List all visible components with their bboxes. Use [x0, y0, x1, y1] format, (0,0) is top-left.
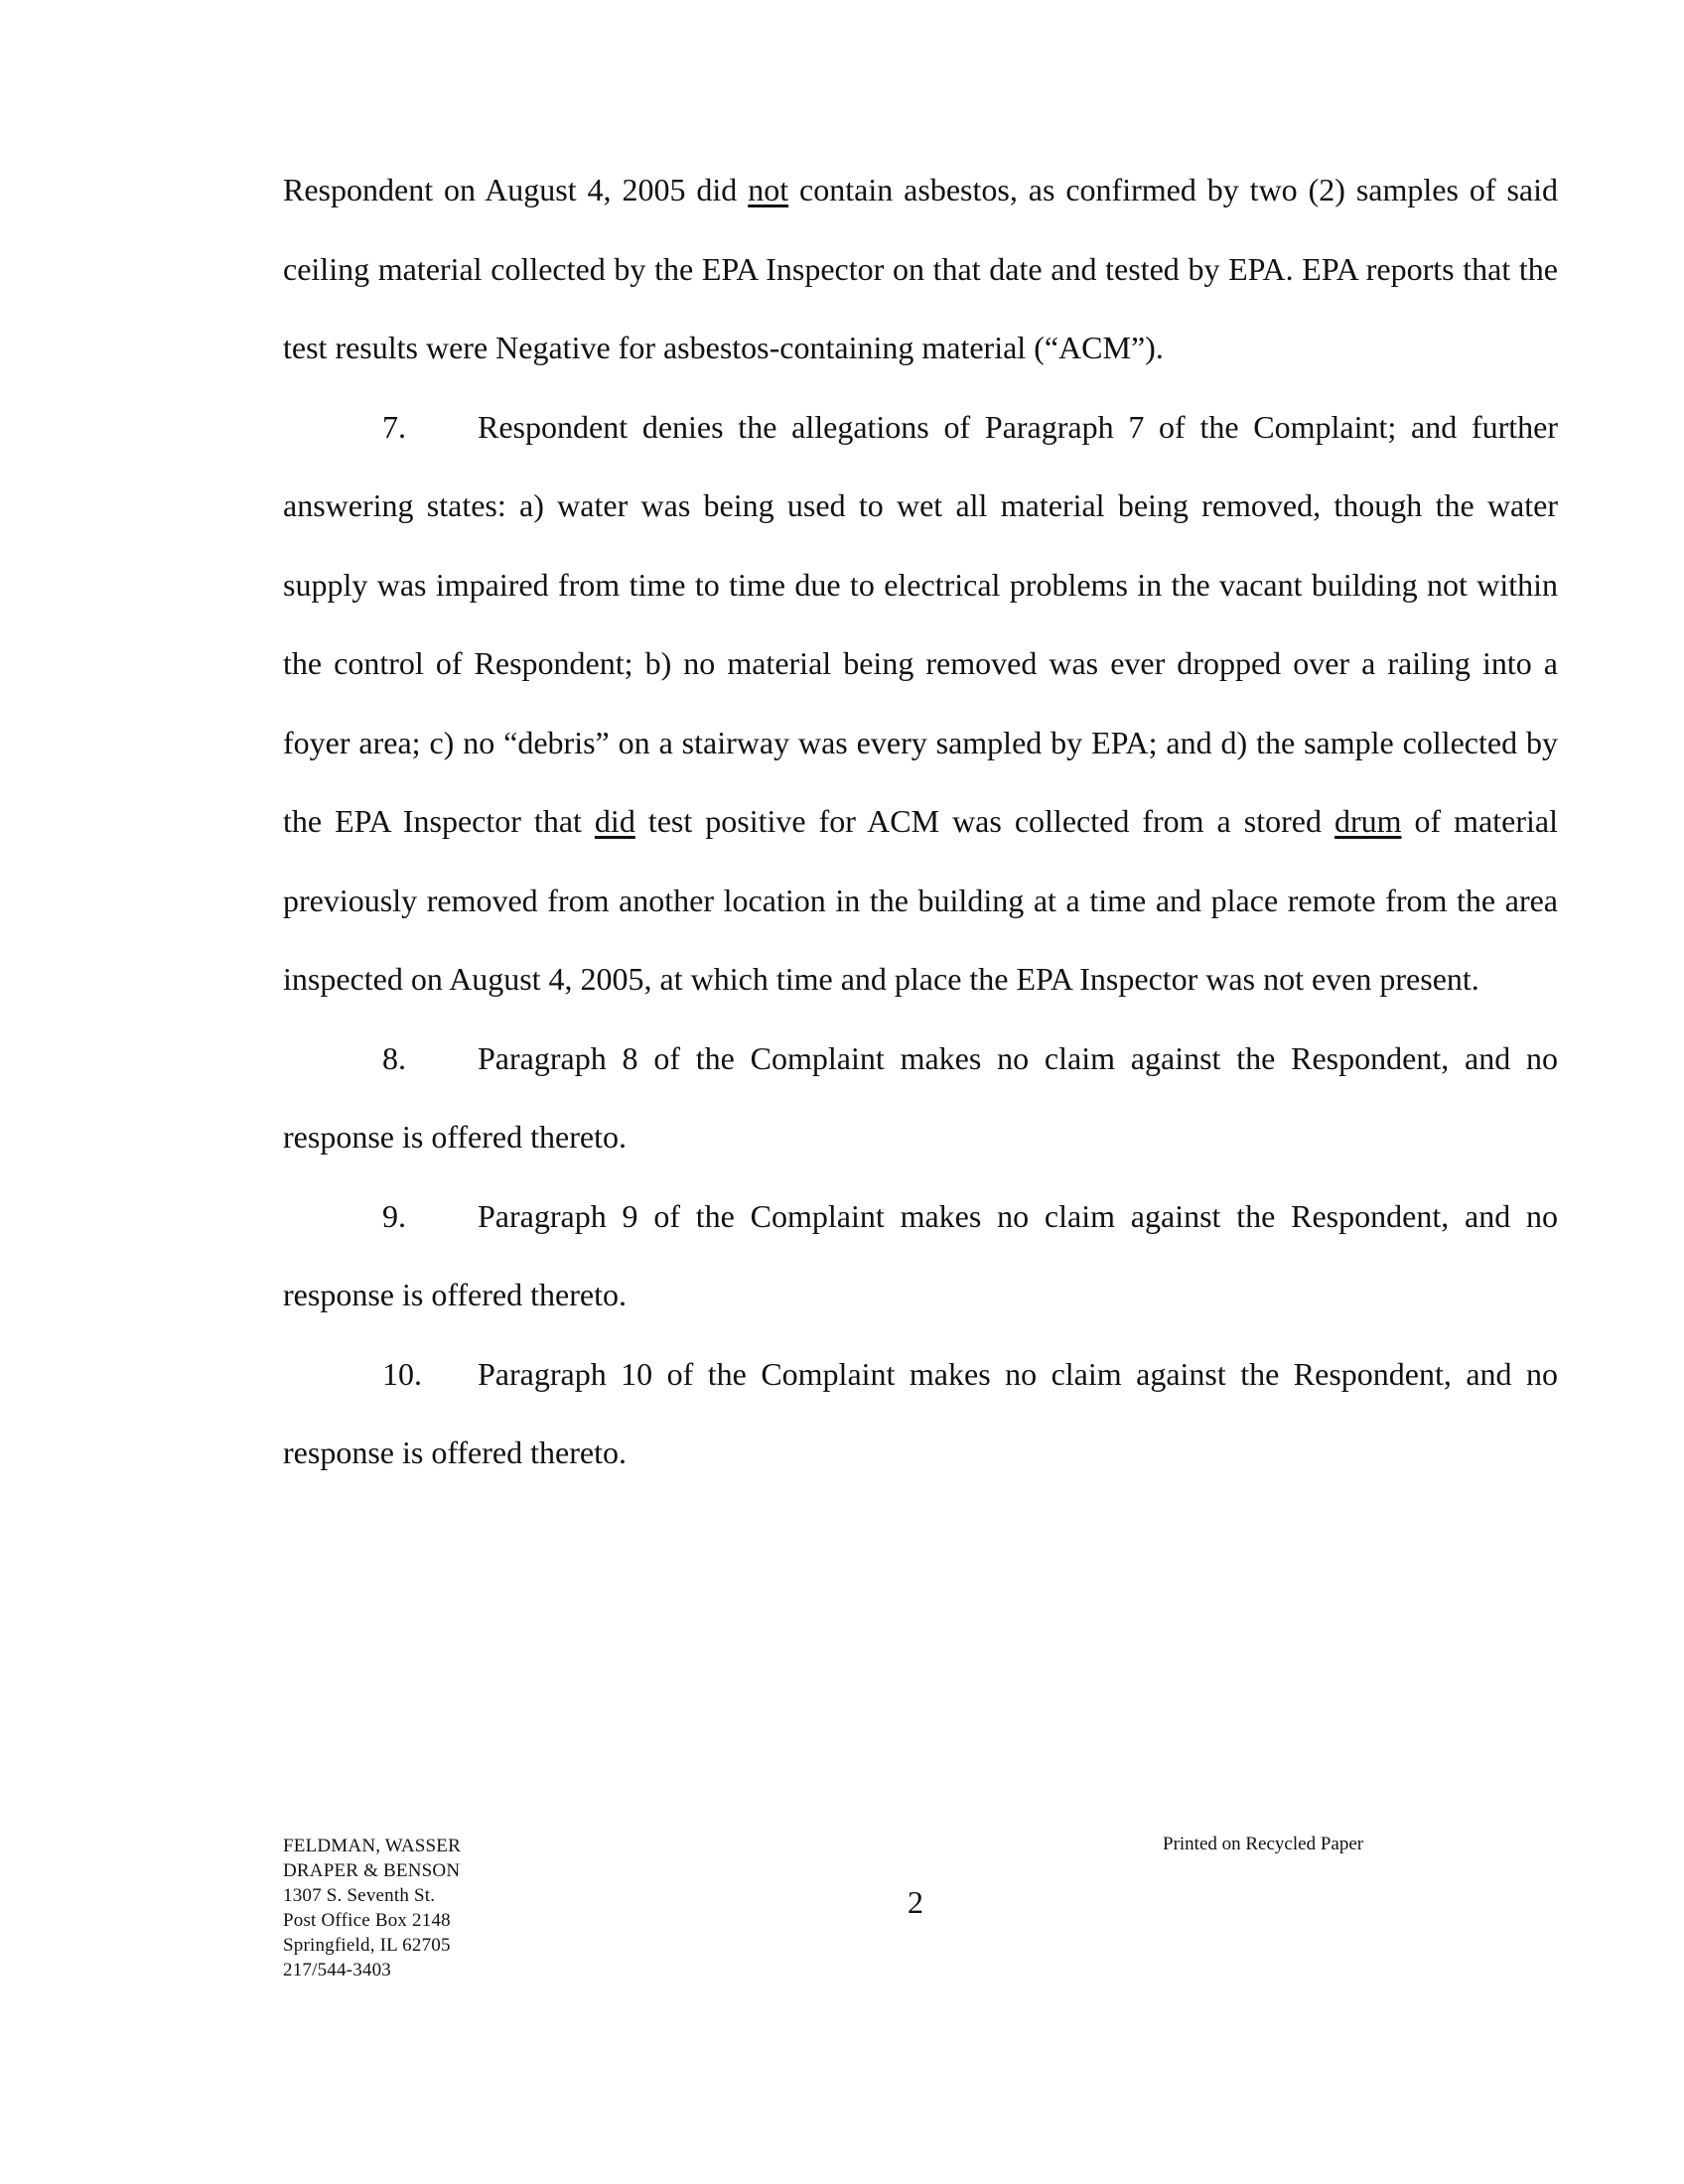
law-firm-address	[283, 1834, 461, 1982]
paragraph-8	[283, 1020, 1558, 1177]
paragraph-9	[283, 1177, 1558, 1335]
text-run: Paragraph 9 of the Complaint makes no claim against the Respondent, and no response is offered thereto.	[283, 1197, 1558, 1312]
paragraph-number: 8.	[382, 1039, 406, 1076]
underlined-word: did	[594, 803, 635, 839]
paragraph-number: 10.	[382, 1355, 422, 1392]
text-run: test positive for ACM was collected from a stored	[634, 803, 1334, 839]
firm-line: Post Office Box 2148	[283, 1910, 451, 1931]
text-run: Paragraph 10 of the Complaint makes no claim against the Respondent, and no response is offered thereto.	[283, 1355, 1558, 1470]
firm-line: 1307 S. Seventh St.	[283, 1885, 436, 1906]
firm-line: DRAPER & BENSON	[283, 1860, 461, 1881]
page-number: 2	[908, 1884, 923, 1920]
underlined-word: drum	[1333, 803, 1402, 839]
paragraph-6-continued	[283, 151, 1558, 388]
paragraph-number: 7.	[382, 408, 406, 445]
text-run: Paragraph 8 of the Complaint makes no claim against the Respondent, and no response is offered thereto.	[283, 1039, 1558, 1155]
text-run: Respondent on August 4, 2005 did	[283, 172, 749, 207]
underlined-word: not	[748, 172, 789, 207]
firm-line: 217/544-3403	[283, 1960, 392, 1980]
firm-line: Springfield, IL 62705	[283, 1935, 451, 1956]
text-run: of material previously removed from another location in the building at a time and place remote from the area inspected on August 4, 2005, at which time and place the EPA Inspector was not even present.	[283, 803, 1559, 997]
text-run: contain asbestos, as confirmed by two (2) samples of said ceiling material collected by the EPA Inspector on that date and tested by EPA. EPA reports that the test results were Negative for asbestos-containing material (“ACM”).	[283, 172, 1559, 365]
text-run: Respondent denies the allegations of Paragraph 7 of the Complaint; and further answering states: a) water was being used to wet all material being removed, though the water supply was impaired from time to time due to electrical problems in the vacant building not within the control of Respondent; b) no material being removed was ever dropped over a railing into a foyer area; c) no “debris” on a stairway was every sampled by EPA; and d) the sample collected by the EPA Inspector that	[283, 408, 1558, 839]
recycled-paper-note: Printed on Recycled Paper	[1163, 1834, 1364, 1854]
paragraph-7	[283, 388, 1558, 1020]
firm-line: FELDMAN, WASSER	[283, 1836, 461, 1856]
paragraph-number: 9.	[382, 1197, 406, 1234]
document-body	[283, 151, 1558, 1493]
paragraph-10	[283, 1335, 1558, 1493]
